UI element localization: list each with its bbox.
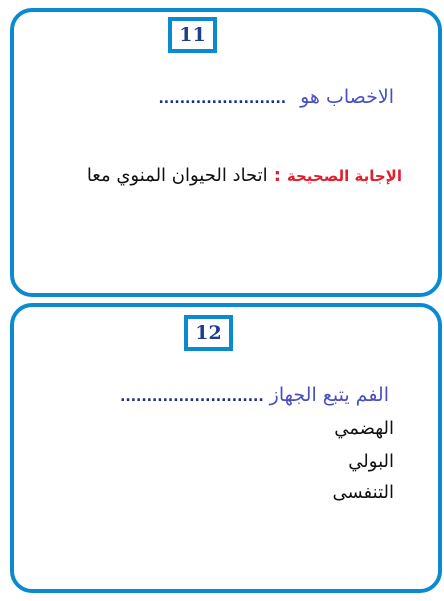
question-line xyxy=(120,384,389,406)
question-text: الاخصاب هو xyxy=(300,86,394,108)
answer-option[interactable]: التنفسى xyxy=(332,482,394,503)
answer-blank: ........................... xyxy=(120,389,264,405)
answer-blank: ........................ xyxy=(158,91,287,107)
correct-answer-text: اتحاد الحيوان المنوي معا xyxy=(86,165,268,186)
answer-option[interactable]: البولي xyxy=(348,451,394,472)
question-card-11 xyxy=(10,8,442,297)
question-text: الفم يتبع الجهاز xyxy=(269,384,389,406)
answer-separator: : xyxy=(273,165,281,186)
correct-answer-label: الإجابة الصحيحة xyxy=(286,167,402,185)
question-line xyxy=(158,86,394,108)
answer-option[interactable]: الهضمي xyxy=(334,418,394,439)
question-number-badge: 11 xyxy=(168,17,217,53)
question-card-12 xyxy=(10,303,442,593)
question-number-badge: 12 xyxy=(184,315,233,351)
answer-line xyxy=(87,165,402,186)
